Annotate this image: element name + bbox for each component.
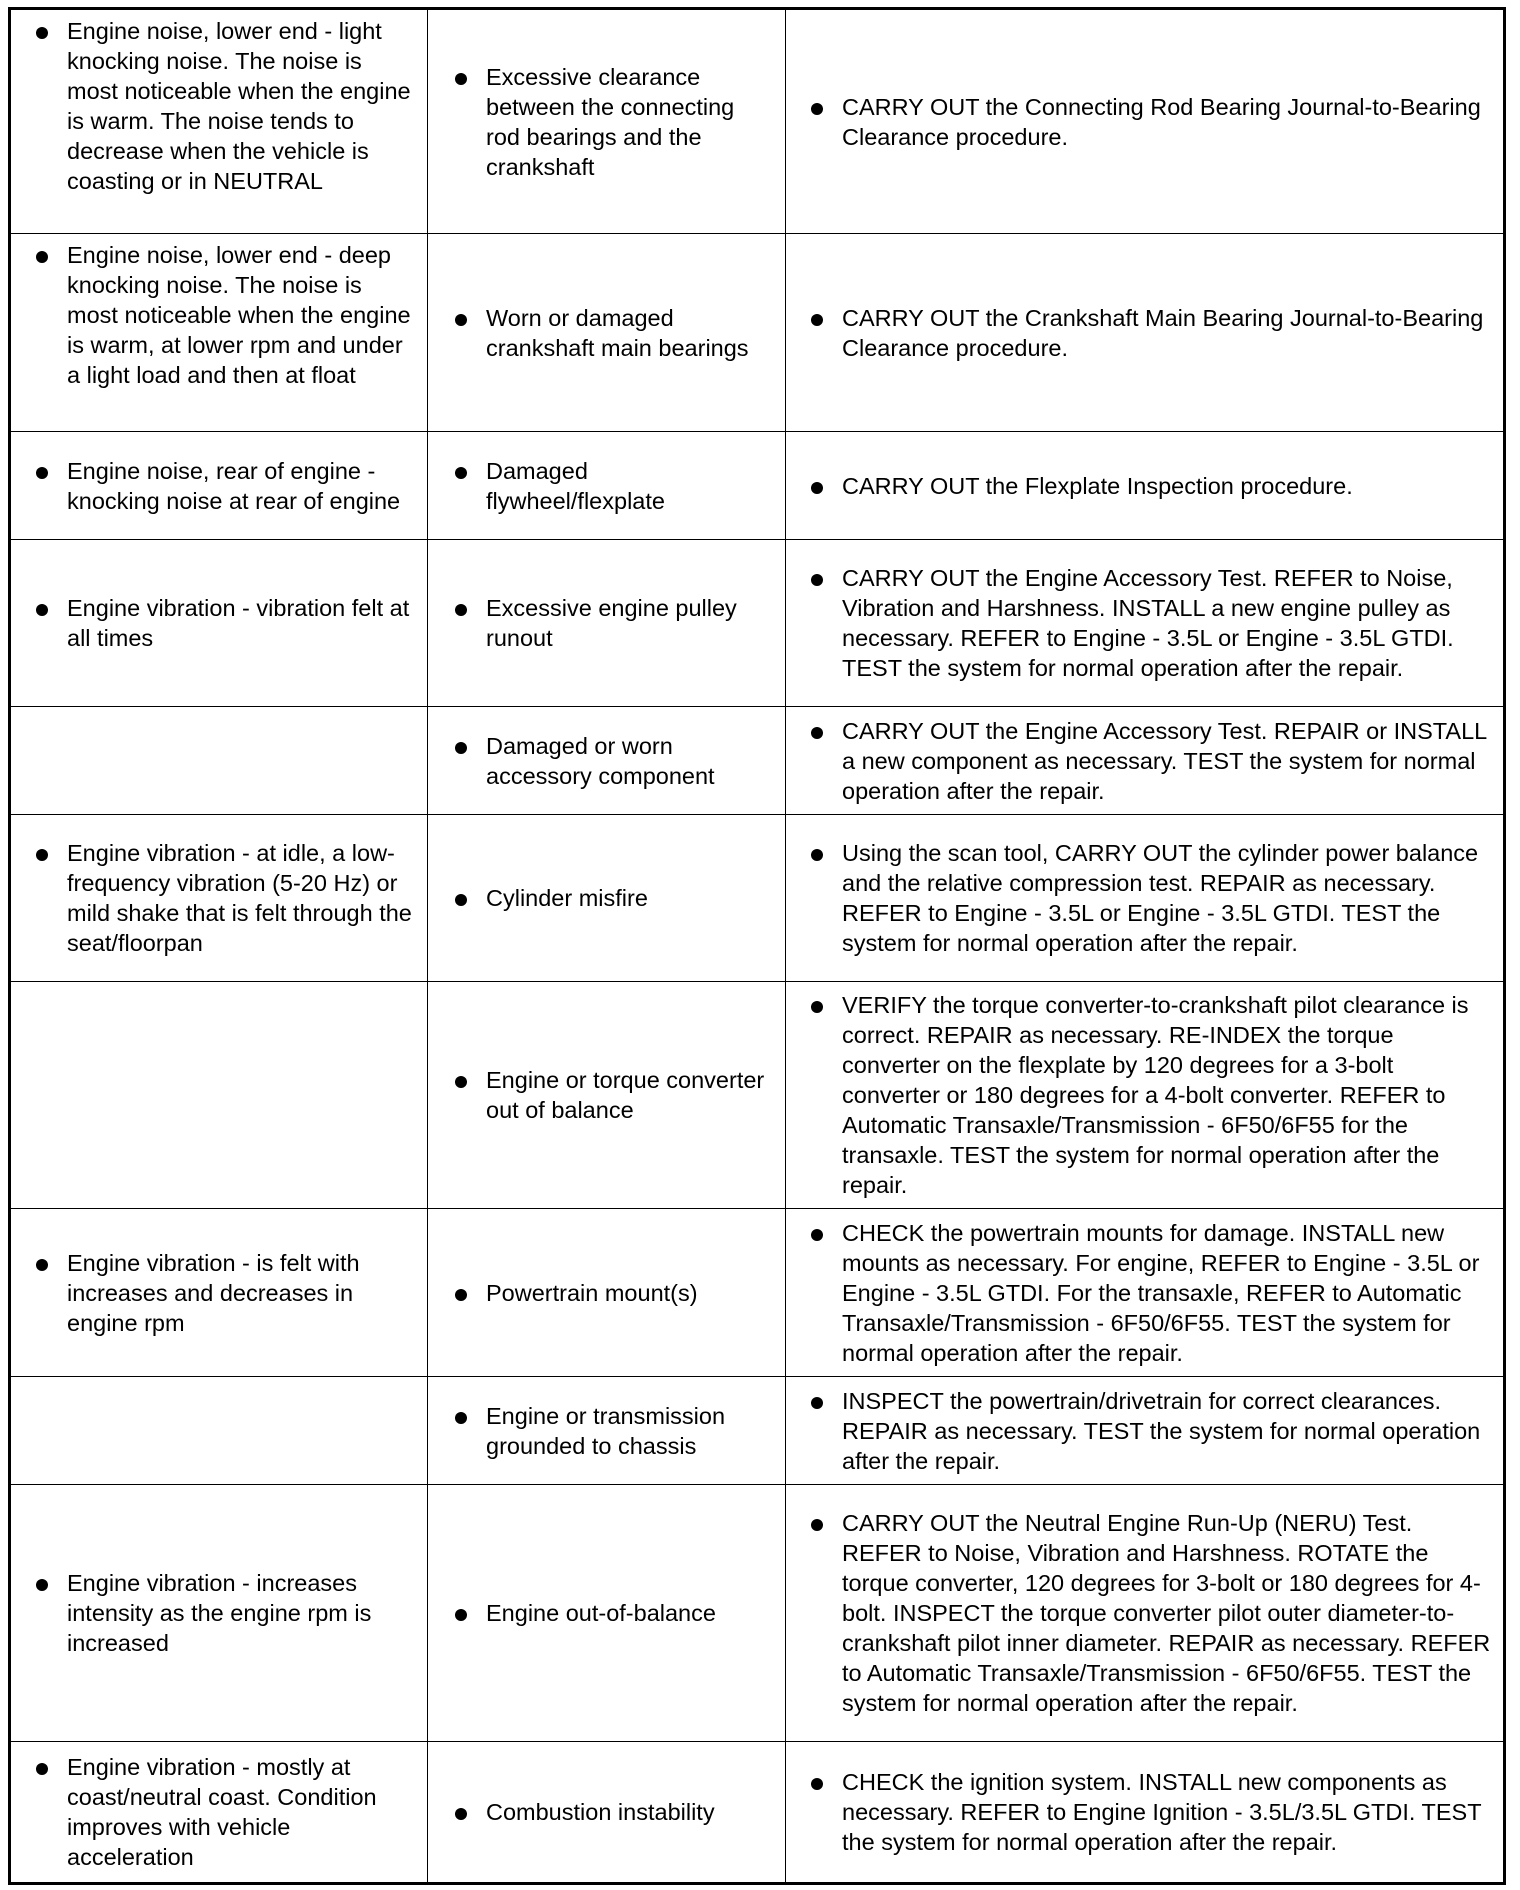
action-cell <box>786 1209 1505 1377</box>
cause-text: Excessive engine pulley runout <box>452 593 771 653</box>
action-cell <box>786 1377 1505 1485</box>
table-row <box>10 9 1505 234</box>
condition-cell <box>10 815 428 982</box>
condition-text: Engine noise, lower end - light knocking noise. The noise is most noticeable when the engine is warm. The noise tends to decrease when the vehicle is coasting or in NEUTRAL <box>33 16 417 196</box>
cause-text: Excessive clearance between the connecting rod bearings and the crankshaft <box>452 62 771 182</box>
condition-cell <box>10 1209 428 1377</box>
condition-cell <box>10 1742 428 1884</box>
table-row <box>10 432 1505 540</box>
condition-text: Engine vibration - vibration felt at all times <box>33 593 417 653</box>
table-row <box>10 982 1505 1209</box>
cause-text: Engine or transmission grounded to chassis <box>452 1401 771 1461</box>
action-text: CARRY OUT the Flexplate Inspection procedure. <box>808 471 1495 501</box>
symptom-chart-table <box>8 7 1506 1885</box>
table-row <box>10 707 1505 815</box>
condition-cell <box>10 432 428 540</box>
table-row <box>10 1742 1505 1884</box>
cause-cell <box>428 815 786 982</box>
action-text: CARRY OUT the Engine Accessory Test. REFER to Noise, Vibration and Harshness. INSTALL a new engine pulley as necessary. REFER to Engine - 3.5L or Engine - 3.5L GTDI. TEST the system for normal operation after the repair. <box>808 563 1495 683</box>
condition-cell <box>10 540 428 707</box>
condition-cell <box>10 707 428 815</box>
action-cell <box>786 1742 1505 1884</box>
action-text: CHECK the ignition system. INSTALL new components as necessary. REFER to Engine Ignition - 3.5L/3.5L GTDI. TEST the system for normal operation after the repair. <box>808 1767 1495 1857</box>
condition-text: Engine noise, lower end - deep knocking noise. The noise is most noticeable when the engine is warm, at lower rpm and under a light load and then at float <box>33 240 417 390</box>
cause-cell <box>428 982 786 1209</box>
cause-text: Damaged or worn accessory component <box>452 731 771 791</box>
diagnosis-table-sheet <box>8 7 1506 1882</box>
action-text: VERIFY the torque converter-to-crankshaft pilot clearance is correct. REPAIR as necessary. RE-INDEX the torque converter on the flexplate by 120 degrees for a 3-bolt converter or 180 degrees for a 4-bolt converter. REFER to Automatic Transaxle/Transmission - 6F50/6F55 for the transaxle. TEST the system for normal operation after the repair. <box>808 990 1495 1200</box>
cause-text: Combustion instability <box>452 1797 771 1827</box>
cause-cell <box>428 1742 786 1884</box>
condition-text: Engine vibration - is felt with increases and decreases in engine rpm <box>33 1248 417 1338</box>
action-text: CARRY OUT the Crankshaft Main Bearing Journal-to-Bearing Clearance procedure. <box>808 303 1495 363</box>
action-text: INSPECT the powertrain/drivetrain for correct clearances. REPAIR as necessary. TEST the system for normal operation after the repair. <box>808 1386 1495 1476</box>
table-row <box>10 815 1505 982</box>
cause-cell <box>428 1485 786 1742</box>
condition-cell <box>10 982 428 1209</box>
condition-cell <box>10 1485 428 1742</box>
condition-text: Engine vibration - at idle, a low-frequency vibration (5-20 Hz) or mild shake that is felt through the seat/floorpan <box>33 838 417 958</box>
condition-text: Engine vibration - mostly at coast/neutral coast. Condition improves with vehicle acceleration <box>33 1752 417 1872</box>
table-row <box>10 1485 1505 1742</box>
cause-text: Worn or damaged crankshaft main bearings <box>452 303 771 363</box>
action-cell <box>786 234 1505 432</box>
condition-cell <box>10 234 428 432</box>
cause-text: Engine or torque converter out of balance <box>452 1065 771 1125</box>
condition-cell <box>10 1377 428 1485</box>
table-row <box>10 234 1505 432</box>
action-cell <box>786 982 1505 1209</box>
cause-text: Engine out-of-balance <box>452 1598 771 1628</box>
cause-text: Powertrain mount(s) <box>452 1278 771 1308</box>
table-row <box>10 1209 1505 1377</box>
condition-text: Engine vibration - increases intensity as the engine rpm is increased <box>33 1568 417 1658</box>
cause-cell <box>428 1377 786 1485</box>
action-text: Using the scan tool, CARRY OUT the cylinder power balance and the relative compression test. REPAIR as necessary. REFER to Engine - 3.5L or Engine - 3.5L GTDI. TEST the system for normal operation after the repair. <box>808 838 1495 958</box>
cause-cell <box>428 540 786 707</box>
action-text: CHECK the powertrain mounts for damage. INSTALL new mounts as necessary. For engine, REFER to Engine - 3.5L or Engine - 3.5L GTDI. For the transaxle, REFER to Automatic Transaxle/Transmission - 6F50/6F55. TEST the system for normal operation after the repair. <box>808 1218 1495 1368</box>
action-text: CARRY OUT the Neutral Engine Run-Up (NERU) Test. REFER to Noise, Vibration and Harshness. ROTATE the torque converter, 120 degrees for 3-bolt or 180 degrees for 4-bolt. INSPECT the torque converter pilot outer diameter-to-crankshaft pilot inner diameter. REPAIR as necessary. REFER to Automatic Transaxle/Transmission - 6F50/6F55. TEST the system for normal operation after the repair. <box>808 1508 1495 1718</box>
cause-cell <box>428 1209 786 1377</box>
cause-text: Cylinder misfire <box>452 883 771 913</box>
action-text: CARRY OUT the Engine Accessory Test. REPAIR or INSTALL a new component as necessary. TEST the system for normal operation after the repair. <box>808 716 1495 806</box>
action-cell <box>786 815 1505 982</box>
action-cell <box>786 9 1505 234</box>
action-text: CARRY OUT the Connecting Rod Bearing Journal-to-Bearing Clearance procedure. <box>808 92 1495 152</box>
cause-cell <box>428 9 786 234</box>
cause-cell <box>428 234 786 432</box>
table-row <box>10 1377 1505 1485</box>
table-row <box>10 540 1505 707</box>
action-cell <box>786 432 1505 540</box>
condition-text: Engine noise, rear of engine - knocking noise at rear of engine <box>33 456 417 516</box>
cause-text: Damaged flywheel/flexplate <box>452 456 771 516</box>
action-cell <box>786 707 1505 815</box>
action-cell <box>786 540 1505 707</box>
action-cell <box>786 1485 1505 1742</box>
cause-cell <box>428 707 786 815</box>
cause-cell <box>428 432 786 540</box>
condition-cell <box>10 9 428 234</box>
